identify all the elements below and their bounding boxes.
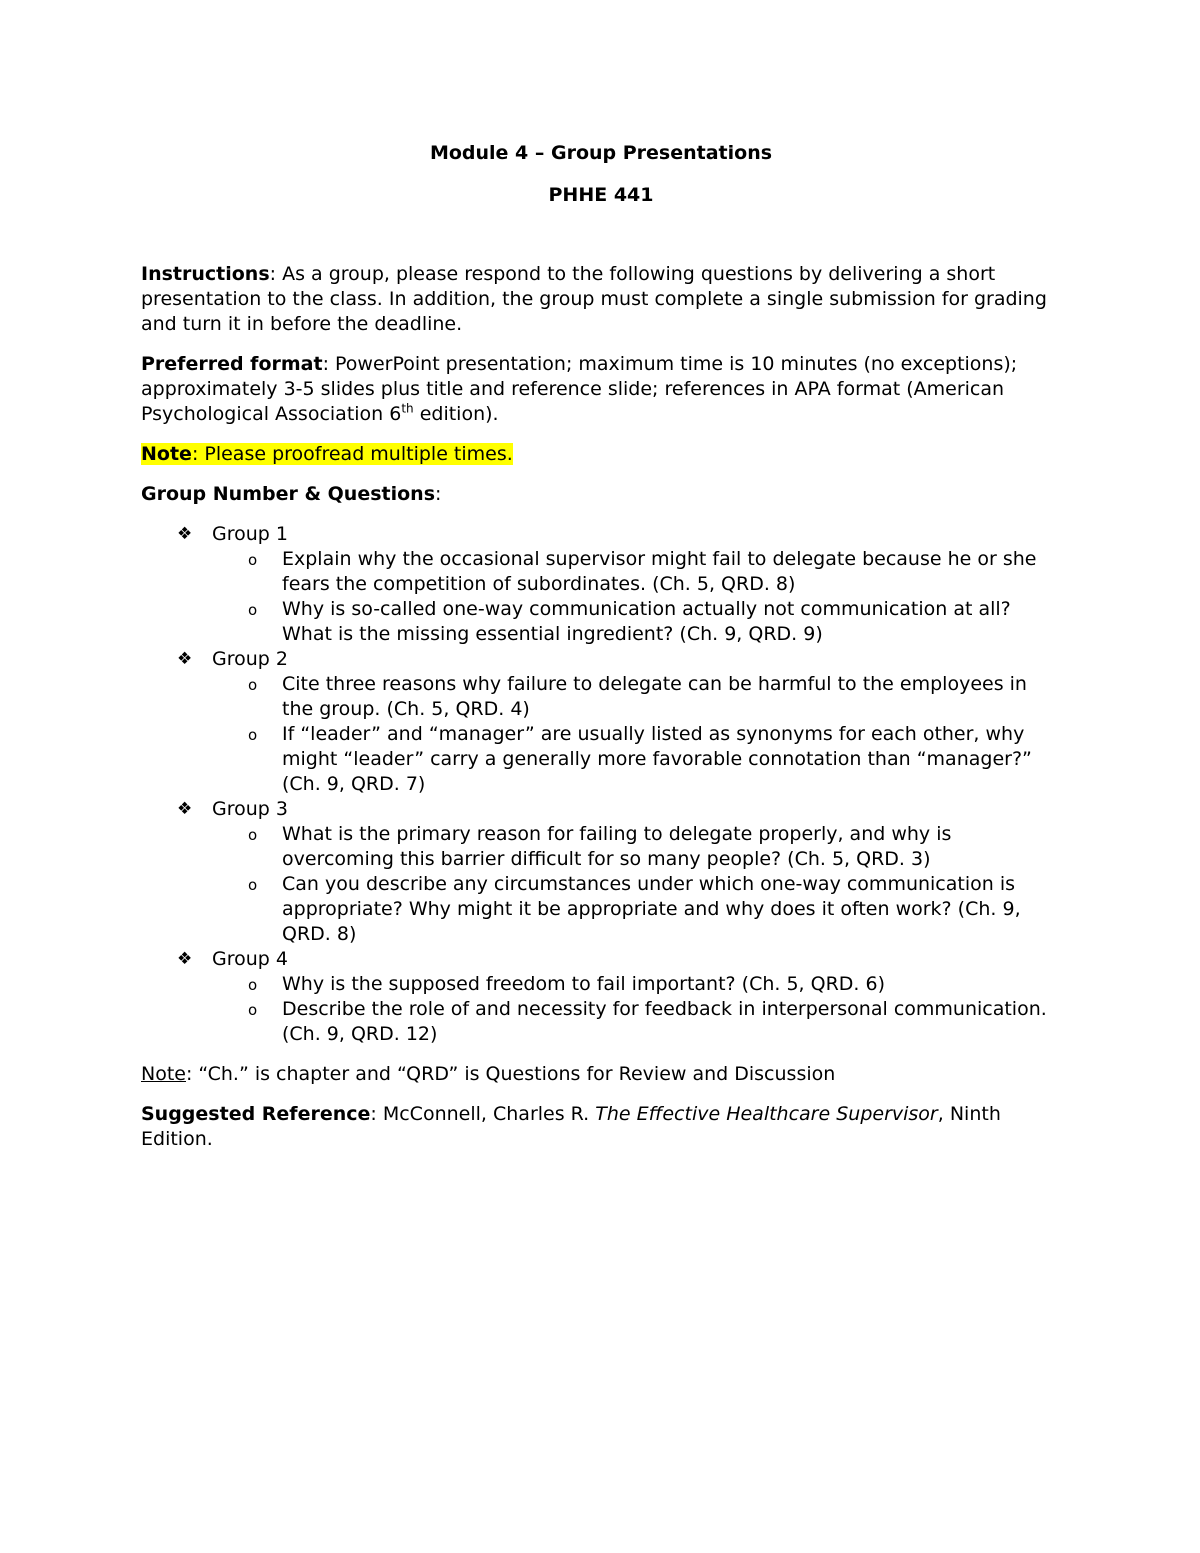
group-list (141, 522, 1061, 1047)
groups-heading-suffix: : (435, 483, 442, 505)
circle-bullet-icon: o (248, 601, 258, 619)
footnote-text: : “Ch.” is chapter and “QRD” is Questions for Review and Discussion (185, 1063, 836, 1085)
circle-bullet-icon: o (248, 1001, 258, 1019)
diamond-bullet-icon: ❖ (177, 524, 193, 544)
diamond-bullet-icon: ❖ (177, 799, 193, 819)
suggested-reference (141, 1102, 1061, 1152)
question-list (212, 972, 1061, 1047)
group-item (141, 947, 1061, 1047)
group-name: Group 2 (212, 648, 288, 670)
groups-heading-label: Group Number & Questions (141, 483, 435, 505)
question-item (141, 597, 1061, 647)
question-item (141, 972, 1061, 997)
abbreviation-footnote (141, 1062, 1061, 1087)
question-text: Describe the role of and necessity for feedback in interpersonal communication. (Ch. 9, QRD. 12) (282, 998, 1047, 1045)
preferred-format-text-end: edition). (413, 403, 499, 425)
question-item (141, 822, 1061, 872)
diamond-bullet-icon: ❖ (177, 949, 193, 969)
circle-bullet-icon: o (248, 976, 258, 994)
book-title: The Effective Healthcare Supervisor (595, 1103, 938, 1125)
document-page (141, 137, 1061, 1167)
group-name: Group 4 (212, 948, 288, 970)
question-text: Why is so-called one-way communication actually not communication at all? What is the missing essential ingredient? (Ch. 9, QRD. 9) (282, 598, 1011, 645)
circle-bullet-icon: o (248, 676, 258, 694)
reference-text: : McConnell, Charles R. (370, 1103, 596, 1125)
group-item (141, 647, 1061, 797)
groups-heading (141, 482, 1061, 507)
diamond-bullet-icon: ❖ (177, 649, 193, 669)
circle-bullet-icon: o (248, 551, 258, 569)
question-item (141, 547, 1061, 597)
preferred-format-label: Preferred format (141, 353, 323, 375)
document-title: Module 4 – Group Presentations (429, 142, 773, 164)
question-text: If “leader” and “manager” are usually listed as synonyms for each other, why might “leader” carry a generally more favorable connotation than “manager?” (Ch. 9, QRD. 7) (282, 723, 1032, 795)
question-list (212, 672, 1061, 797)
instructions-text: : As a group, please respond to the following questions by delivering a short presentation to the class. In addition, the group must complete a single submission for grading and turn it in before the deadline. (141, 263, 1047, 335)
group-item (141, 522, 1061, 647)
group-name: Group 3 (212, 798, 288, 820)
question-item (141, 997, 1061, 1047)
edition-superscript: th (401, 401, 414, 416)
preferred-format-text: : PowerPoint presentation; maximum time is 10 minutes (no exceptions); approximately 3-5 slides plus title and reference slide; references in APA format (American Psychological Association 6 (141, 353, 1018, 425)
question-text: Explain why the occasional supervisor might fail to delegate because he or she fears the competition of subordinates. (Ch. 5, QRD. 8) (282, 548, 1037, 595)
circle-bullet-icon: o (248, 726, 258, 744)
circle-bullet-icon: o (248, 826, 258, 844)
highlighted-note (141, 443, 513, 465)
proofread-note (141, 442, 1061, 467)
question-list (212, 822, 1061, 947)
group-name: Group 1 (212, 523, 288, 545)
group-item (141, 797, 1061, 947)
course-code: PHHE 441 (548, 184, 654, 206)
footnote-label: Note (141, 1063, 186, 1085)
instructions-paragraph (141, 262, 1061, 337)
circle-bullet-icon: o (248, 876, 258, 894)
note-label: Note (141, 443, 192, 465)
question-item (141, 722, 1061, 797)
reference-text-end: , Ninth Edition. (141, 1103, 1001, 1150)
question-text: Why is the supposed freedom to fail important? (Ch. 5, QRD. 6) (282, 973, 885, 995)
instructions-label: Instructions (141, 263, 270, 285)
question-list (212, 547, 1061, 647)
question-item (141, 872, 1061, 947)
reference-label: Suggested Reference (141, 1103, 371, 1125)
note-text: : Please proofread multiple times. (191, 443, 513, 465)
question-item (141, 672, 1061, 722)
preferred-format-paragraph (141, 352, 1061, 427)
question-text: Cite three reasons why failure to delegate can be harmful to the employees in the group. (Ch. 5, QRD. 4) (282, 673, 1027, 720)
question-text: What is the primary reason for failing to delegate properly, and why is overcoming this barrier difficult for so many people? (Ch. 5, QRD. 3) (282, 823, 952, 870)
question-text: Can you describe any circumstances under which one-way communication is appropriate? Why might it be appropriate and why does it often work? (Ch. 9, QRD. 8) (282, 873, 1021, 945)
